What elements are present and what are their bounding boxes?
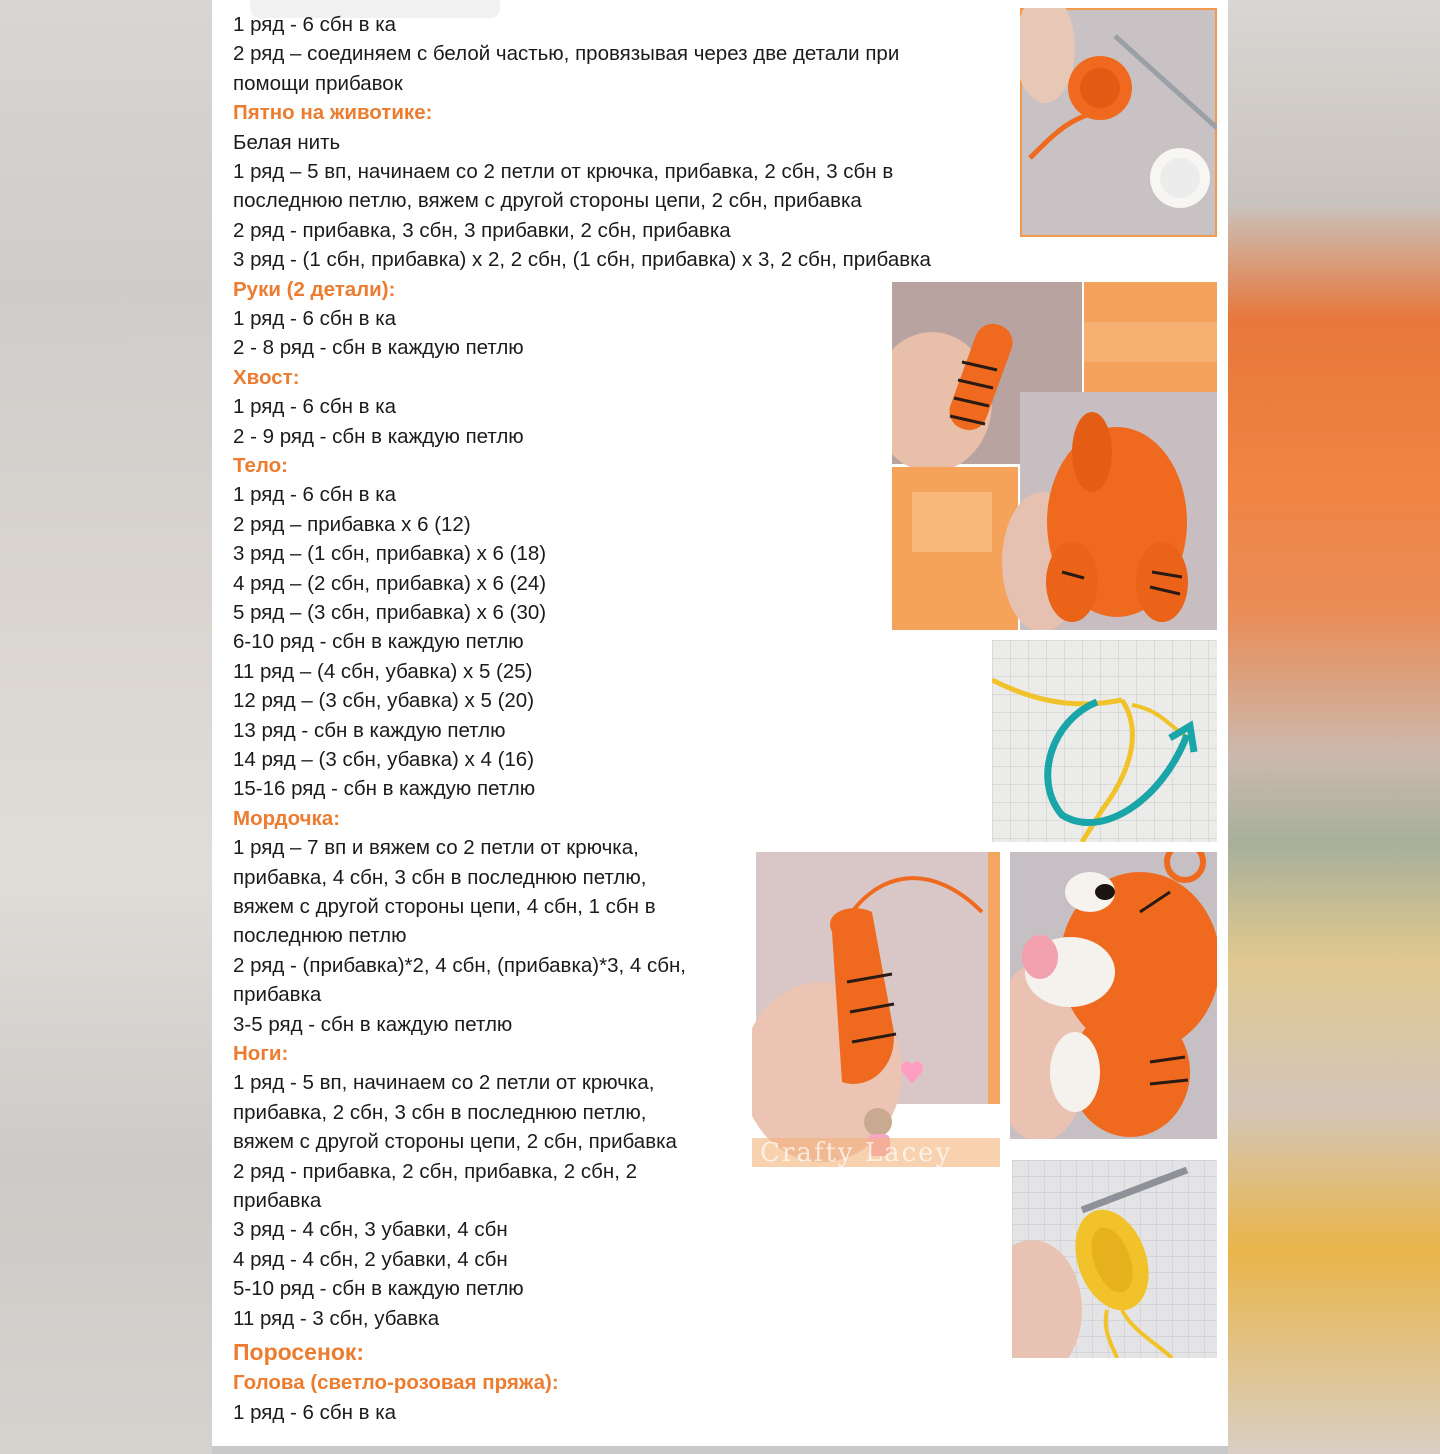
muzzle-row-3-5: 3-5 ряд - сбн в каждую петлю (233, 1012, 513, 1036)
yarn-white: Белая нить (233, 130, 341, 154)
legs-row-1: 1 ряд - 5 вп, начинаем со 2 петли от крючка, (233, 1071, 655, 1095)
legs-row-3: 3 ряд - 4 сбн, 3 убавки, 4 сбн (233, 1218, 508, 1242)
heading-belly-spot: Пятно на животике: (233, 101, 433, 125)
body-row-12: 12 ряд – (3 сбн, убавка) х 5 (20) (233, 689, 535, 713)
legs-row-1-cont-a: прибавка, 2 сбн, 3 сбн в последнюю петлю, (233, 1100, 647, 1124)
tail-row-1: 1 ряд - 6 сбн в ка (233, 395, 397, 419)
legs-row-5-10: 5-10 ряд - сбн в каждую петлю (233, 1277, 524, 1301)
body-row-1: 1 ряд - 6 сбн в ка (233, 483, 397, 507)
belly-row-1: 1 ряд – 5 вп, начинаем со 2 петли от крючка, прибавка, 2 сбн, 3 сбн в (233, 160, 894, 183)
belly-row-1-cont: последнюю петлю, вяжем с другой стороны цепи, 2 сбн, прибавка (233, 189, 862, 213)
legs-row-2-cont: прибавка (233, 1189, 322, 1212)
muzzle-row-2: 2 ряд - (прибавка)*2, 4 сбн, (прибавка)*3, 4 сбн, (233, 953, 686, 977)
piglet-head-row-1: 1 ряд - 6 сбн в ка (233, 1401, 397, 1424)
heading-legs: Ноги: (233, 1042, 289, 1065)
body-row-4: 4 ряд – (2 сбн, прибавка) х 6 (24) (233, 571, 547, 595)
heading-body: Тело: (233, 454, 289, 477)
photo-yarn-arrow (992, 640, 1217, 842)
watermark-text: Crafty Lacey (760, 1138, 953, 1167)
muzzle-row-1-cont-c: последнюю петлю (233, 924, 407, 948)
belly-row-3: 3 ряд - (1 сбн, прибавка) х 2, 2 сбн, (1 сбн, прибавка) х 3, 2 сбн, прибавка (233, 248, 931, 272)
muzzle-row-1-cont-a: прибавка, 4 сбн, 3 сбн в последнюю петлю, (233, 865, 647, 889)
photo-arms-body-collage (892, 282, 1217, 630)
body-row-11: 11 ряд – (4 сбн, убавка) х 5 (25) (233, 659, 533, 683)
photo-tiger-head (1010, 852, 1217, 1139)
photo-belly-spot (1020, 8, 1217, 237)
arms-row-1: 1 ряд - 6 сбн в ка (233, 307, 397, 330)
body-row-15-16: 15-16 ряд - сбн в каждую петлю (233, 777, 536, 801)
heading-muzzle: Мордочка: (233, 806, 341, 830)
row-2: 2 ряд – соединяем с белой частью, провязывая через две детали при (233, 42, 900, 66)
body-row-3: 3 ряд – (1 сбн, прибавка) х 6 (18) (233, 542, 547, 566)
body-row-14: 14 ряд – (3 сбн, убавка) х 4 (16) (233, 748, 535, 771)
row-1: 1 ряд - 6 сбн в ка (233, 13, 397, 36)
muzzle-row-1-cont-b: вяжем с другой стороны цепи, 4 сбн, 1 сбн в (233, 895, 656, 918)
arms-row-2-8: 2 - 8 ряд - сбн в каждую петлю (233, 336, 524, 360)
heading-piglet: Поросенок: (233, 1339, 365, 1365)
body-row-6-10: 6-10 ряд - сбн в каждую петлю (233, 630, 524, 654)
photo-yellow-piece (1012, 1160, 1217, 1358)
row-2-cont: помощи прибавок (233, 71, 403, 95)
legs-row-1-cont-b: вяжем с другой стороны цепи, 2 сбн, прибавка (233, 1130, 677, 1154)
belly-row-2: 2 ряд - прибавка, 3 сбн, 3 прибавки, 2 сбн, прибавка (233, 218, 731, 242)
muzzle-row-2-cont: прибавка (233, 983, 322, 1007)
legs-row-2: 2 ряд - прибавка, 2 сбн, прибавка, 2 сбн, 2 (233, 1159, 638, 1183)
legs-row-11: 11 ряд - 3 сбн, убавка (233, 1306, 440, 1330)
body-row-5: 5 ряд – (3 сбн, прибавка) х 6 (30) (233, 601, 547, 624)
muzzle-row-1: 1 ряд – 7 вп и вяжем со 2 петли от крючка, (233, 836, 639, 860)
blurred-background-left (0, 0, 212, 1454)
body-row-2: 2 ряд – прибавка х 6 (12) (233, 512, 471, 536)
legs-row-4: 4 ряд - 4 сбн, 2 убавки, 4 сбн (233, 1247, 508, 1271)
heading-arms: Руки (2 детали): (233, 277, 396, 301)
blurred-background-right (1228, 0, 1440, 1454)
body-row-13: 13 ряд - сбн в каждую петлю (233, 718, 506, 742)
tail-row-2-9: 2 - 9 ряд - сбн в каждую петлю (233, 424, 524, 448)
heading-piglet-head: Голова (светло-розовая пряжа): (233, 1371, 559, 1394)
heading-tail: Хвост: (233, 365, 300, 389)
photo-muzzle (752, 852, 1000, 1167)
